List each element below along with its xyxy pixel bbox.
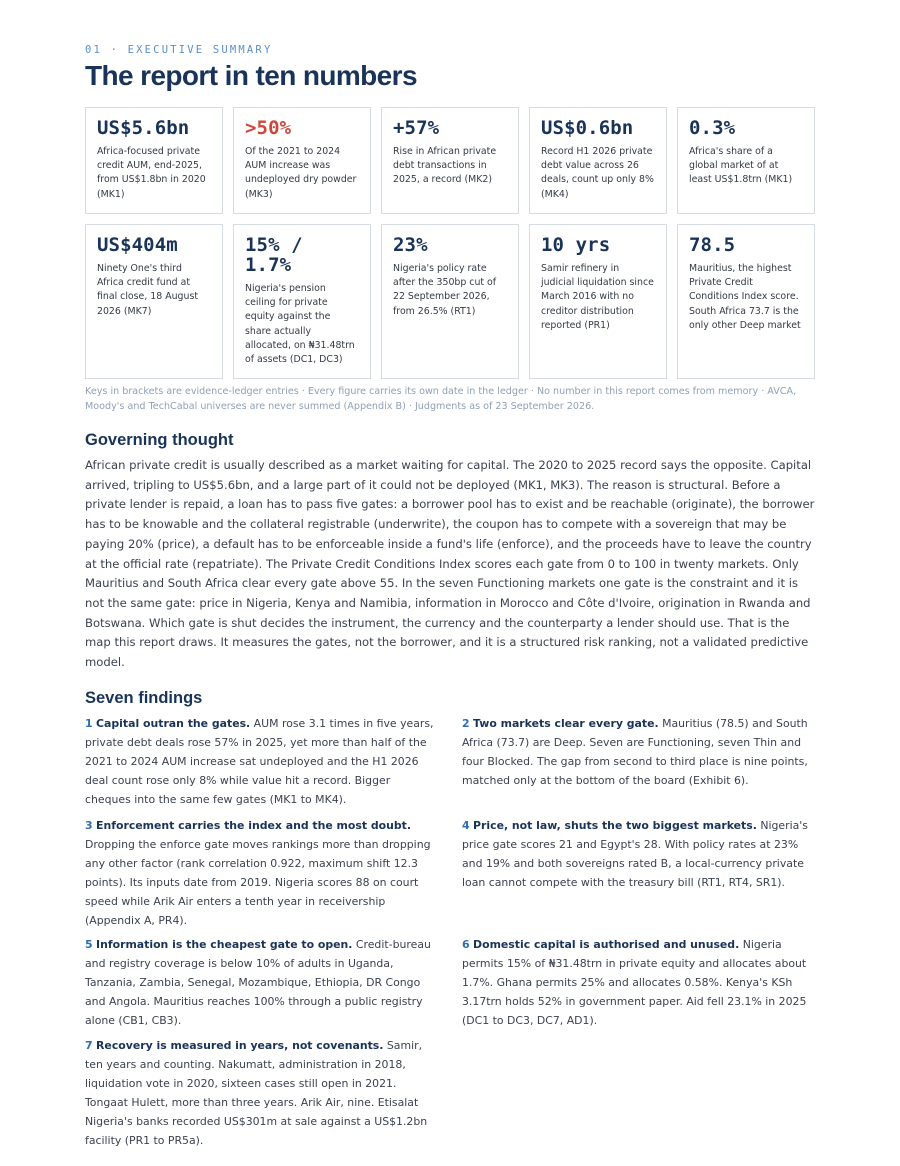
metric-value: US$5.6bn bbox=[97, 117, 190, 139]
metric-value: 78.5 bbox=[689, 234, 736, 256]
metric-value: US$404m bbox=[97, 234, 178, 256]
finding-item bbox=[85, 817, 437, 930]
metric-card bbox=[381, 107, 519, 214]
metric-description: Africa's share of a global market of at least US$1.8trn (MK1) bbox=[689, 146, 793, 186]
finding-number: 3 bbox=[85, 819, 93, 832]
metric-value: US$0.6bn bbox=[541, 117, 634, 139]
metric-description: Record H1 2026 private debt value across 26 deals, count up only 8% (MK4) bbox=[541, 146, 654, 200]
finding-lead: Capital outran the gates. bbox=[96, 717, 251, 730]
metric-value: 23% bbox=[393, 234, 428, 256]
metric-description: Africa-focused private credit AUM, end-2025, from US$1.8bn in 2020 (MK1) bbox=[97, 146, 206, 200]
metric-description: Nigeria's policy rate after the 350bp cut of 22 September 2026, from 26.5% (RT1) bbox=[393, 263, 497, 317]
metric-card bbox=[85, 107, 223, 214]
metric-value: +57% bbox=[393, 117, 440, 139]
finding-number: 7 bbox=[85, 1039, 93, 1052]
metric-card bbox=[529, 224, 667, 379]
finding-lead: Price, not law, shuts the two biggest markets. bbox=[473, 819, 757, 832]
metric-description: Rise in African private debt transactions in 2025, a record (MK2) bbox=[393, 146, 497, 186]
finding-item bbox=[462, 817, 814, 893]
finding-text: Mauritius (78.5) and South Africa (73.7) are Deep. Seven are Functioning, seven Thin and four Blocked. The gap from second to third place is nine points, matched only at the bottom of the board (Exhibit 6). bbox=[462, 717, 808, 787]
metric-card bbox=[233, 224, 371, 379]
metric-card bbox=[677, 224, 815, 379]
findings-heading: Seven findings bbox=[85, 689, 203, 707]
finding-number: 5 bbox=[85, 938, 93, 951]
metric-value: 0.3% bbox=[689, 117, 736, 139]
finding-text: Nigeria's price gate scores 21 and Egypt's 28. With policy rates at 23% and 19% and both sovereigns rated B, a local-currency private loan cannot compete with the treasury bill (RT1, RT4, SR1). bbox=[462, 819, 808, 889]
finding-item bbox=[85, 715, 437, 810]
metric-value: 10 yrs bbox=[541, 234, 611, 256]
footnote: Keys in brackets are evidence-ledger entries · Every figure carries its own date in the ledger · No number in this report comes from memory · AVCA, Moody's and TechCabal universes are never summed (Appendix B) · Judgments as of 23 September 2026. bbox=[85, 386, 797, 412]
finding-text: Samir, ten years and counting. Nakumatt, administration in 2018, liquidation vote in 2020, sixteen cases still open in 2021. Tongaat Hulett, more than three years. Arik Air, nine. Etisalat Nigeria's banks recorded US$301m at sale against a US$1.2bn facility (PR1 to PR5a). bbox=[85, 1039, 428, 1147]
metric-description: Mauritius, the highest Private Credit Conditions Index score. South Africa 73.7 is the only other Deep market bbox=[689, 263, 801, 331]
metric-value: 15% / 1.7% bbox=[245, 234, 303, 276]
page-title: The report in ten numbers bbox=[85, 60, 417, 91]
metric-description: Samir refinery in judicial liquidation since March 2016 with no creditor distribution reported (PR1) bbox=[541, 263, 654, 331]
finding-number: 1 bbox=[85, 717, 93, 730]
governing-thought-heading: Governing thought bbox=[85, 431, 234, 449]
metric-card bbox=[529, 107, 667, 214]
metric-description: Ninety One's third Africa credit fund at final close, 18 August 2026 (MK7) bbox=[97, 263, 199, 317]
metric-value: >50% bbox=[245, 117, 292, 139]
metric-description: Of the 2021 to 2024 AUM increase was undeployed dry powder (MK3) bbox=[245, 146, 357, 200]
finding-number: 2 bbox=[462, 717, 470, 730]
finding-number: 4 bbox=[462, 819, 470, 832]
section-eyebrow: 01 · EXECUTIVE SUMMARY bbox=[85, 44, 273, 56]
finding-item bbox=[462, 936, 814, 1031]
finding-number: 6 bbox=[462, 938, 470, 951]
metric-card bbox=[233, 107, 371, 214]
finding-lead: Two markets clear every gate. bbox=[473, 717, 659, 730]
governing-thought-text: African private credit is usually described as a market waiting for capital. The 2020 to 2025 record says the opposite. Capital arrived, tripling to US$5.6bn, and a large part of it could not be deployed (MK1, MK3). The reason is structural. Before a private lender is repaid, a loan has to pass five gates: a borrower pool has to exist and be reachable (originate), the borrower has to be knowable and the collateral registrable (underwrite), the coupon has to compete with a sovereign that may be paying 20% (price), a default has to be enforceable inside a fund's life (enforce), and the proceeds have to leave the country at the official rate (repatriate). The Private Credit Conditions Index scores each gate from 0 to 100 in twenty markets. Only Mauritius and South Africa clear every gate above 55. In the seven Functioning markets one gate is the constraint and it is not the same gate: price in Nigeria, Kenya and Namibia, information in Morocco and Côte d'Ivoire, origination in Rwanda and Botswana. Which gate is shut decides the instrument, the currency and the counterparty a lender should use. That is the map this report draws. It measures the gates, not the borrower, and it is a structured risk ranking, not a validated predictive model. bbox=[85, 458, 815, 670]
finding-lead: Information is the cheapest gate to open. bbox=[96, 938, 353, 951]
finding-lead: Recovery is measured in years, not covenants. bbox=[96, 1039, 384, 1052]
finding-lead: Domestic capital is authorised and unused. bbox=[473, 938, 740, 951]
key-numbers-grid bbox=[85, 107, 815, 379]
metric-description: Nigeria's pension ceiling for private equity against the share actually allocated, on ₦31.48trn of assets (DC1, DC3) bbox=[245, 283, 355, 366]
finding-text: Nigeria permits 15% of ₦31.48trn in private equity and allocates about 1.7%. Ghana permits 25% and allocates 0.58%. Kenya's KSh 3.17trn holds 52% in government paper. Aid fell 23.1% in 2025 (DC1 to DC3, DC7, AD1). bbox=[462, 938, 807, 1027]
metric-card bbox=[381, 224, 519, 379]
finding-text: Dropping the enforce gate moves rankings more than dropping any other factor (rank correlation 0.922, maximum shift 12.3 points). Its inputs date from 2019. Nigeria scores 88 on court speed while Arik Air enters a tenth year in receivership (Appendix A, PR4). bbox=[85, 837, 431, 927]
finding-text: AUM rose 3.1 times in five years, private debt deals rose 57% in 2025, yet more than half of the 2021 to 2024 AUM increase sat undeployed and the H1 2026 deal count rose only 8% while value hit a record. Bigger cheques into the same few gates (MK1 to MK4). bbox=[85, 717, 434, 806]
finding-text: Credit-bureau and registry coverage is below 10% of adults in Uganda, Tanzania, Zambia, Senegal, Mozambique, Ethiopia, DR Congo and Angola. Mauritius reaches 100% through a public registry alone (CB1, CB3). bbox=[85, 938, 431, 1027]
finding-item bbox=[462, 715, 814, 791]
finding-item bbox=[85, 1037, 437, 1150]
metric-card bbox=[677, 107, 815, 214]
finding-item bbox=[85, 936, 437, 1031]
finding-lead: Enforcement carries the index and the most doubt. bbox=[96, 819, 412, 832]
metric-card bbox=[85, 224, 223, 379]
